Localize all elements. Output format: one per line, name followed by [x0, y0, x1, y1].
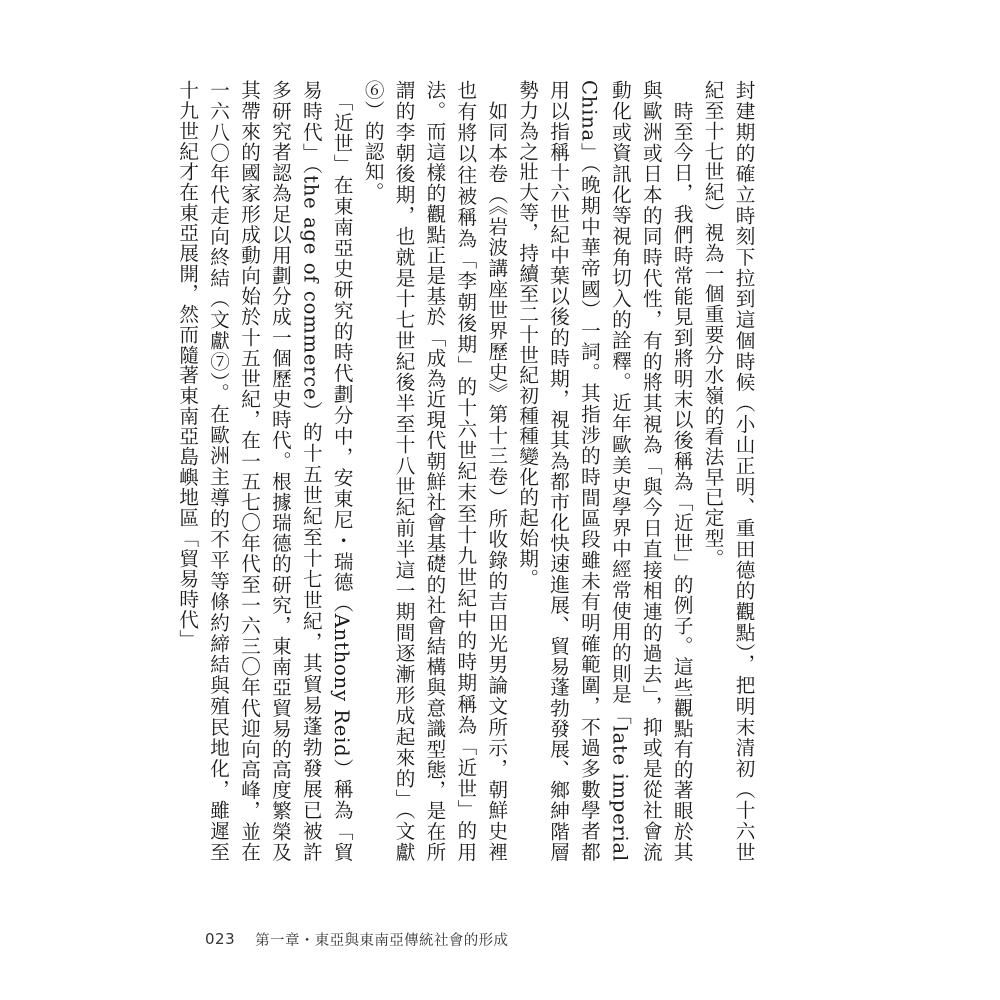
- vertical-body-text: [175, 80, 758, 862]
- running-head: 第一章・東亞與東南亞傳統社會的形成: [255, 932, 509, 949]
- paragraph: 如同本卷（《岩波講座世界歷史》第十三卷）所收錄的吉田光男論文所示，朝鮮史裡也有將以往被稱為「李朝後期」的十六世紀末至十九世紀中的時期稱為「近世」的用法。而這樣的觀點正是基於「成為近現代朝鮮社會基礎的社會結構與意識型態，是在所謂的李朝後期，也就是十七世紀後半至十八世紀前半這一期間逐漸形成起來的」（文獻⑥）的認知。: [361, 80, 508, 862]
- page-number: 023: [205, 930, 236, 948]
- paragraph: 時至今日，我們時常能見到將明末以後稱為「近世」的例子。這些觀點有的著眼於其與歐洲或日本的同時代性，有的將其視為「與今日直接相連的過去」，抑或是從社會流動化或資訊化等視角切入的詮釋。近年歐美史學界中經常使用的則是「late imperial China」（晚期中華帝國）一詞。其指涉的時間區段雖未有明確範圍，不過多數學者都用以指稱十六世紀中葉以後的時期，視其為都市化快速進展、貿易蓬勃發展、鄉紳階層勢力為之壯大等，持續至二十世紀初種種變化的起始期。: [515, 80, 694, 862]
- page-footer: [205, 928, 508, 950]
- paragraph: 「近世」在東南亞史研究的時代劃分中，安東尼・瑞德（Anthony Reid）稱為「貿易時代」（the age of commerce）的十五世紀至十七世紀，其貿易蓬勃發展已被許多研究者認為足以用劃分成一個歷史時代。根據瑞德的研究，東南亞貿易的高度繁榮及其帶來的國家形成動向始於十五世紀，在一五七〇年代至一六三〇年代迎向高峰，並在一六八〇年代走向終結（文獻⑦）。在歐洲主導的不平等條約締結與殖民地化，雖遲至十九世紀才在東亞展開，然而隨著東南亞島嶼地區「貿易時代」: [175, 80, 354, 862]
- paragraph: 封建期的確立時刻下拉到這個時候（小山正明、重田德的觀點），把明末清初（十六世紀至十七世紀）視為一個重要分水嶺的看法早已定型。: [701, 80, 755, 862]
